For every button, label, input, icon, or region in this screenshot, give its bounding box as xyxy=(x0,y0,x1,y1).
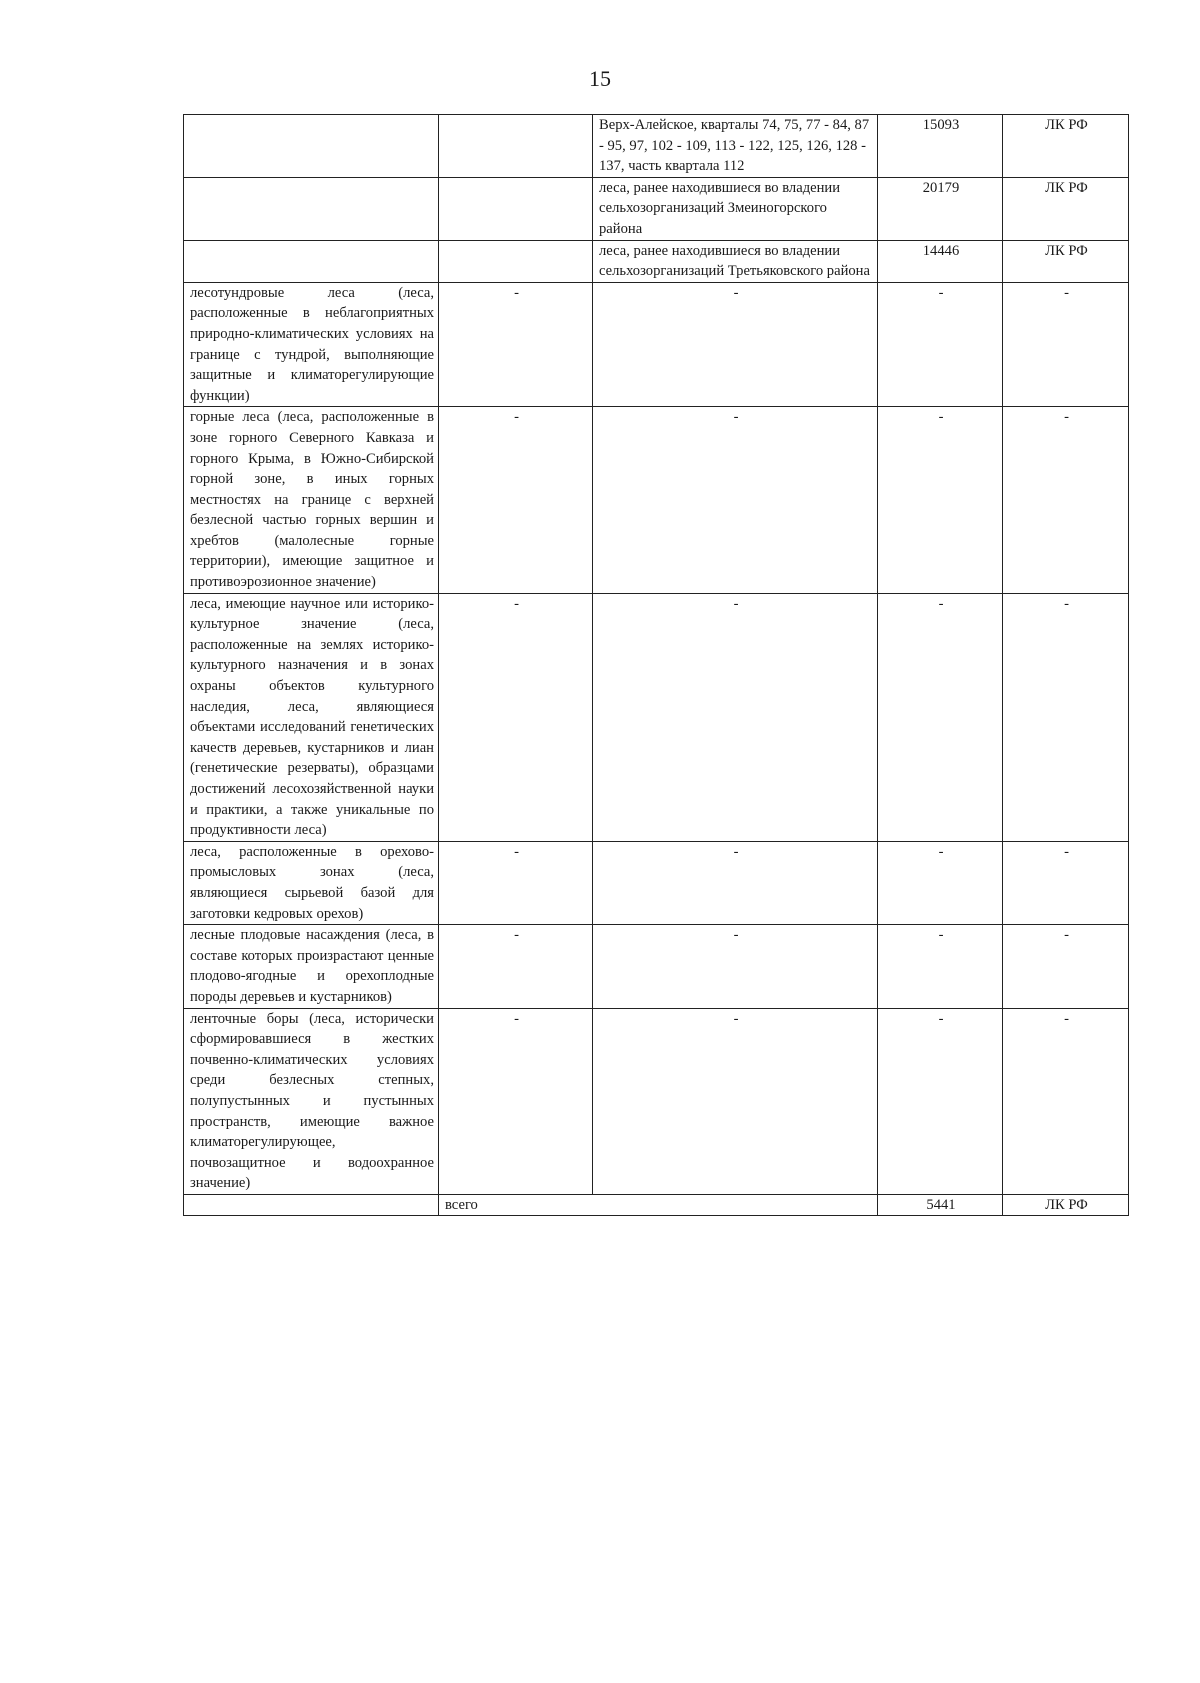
dash-cell: - xyxy=(593,282,878,407)
dash-cell: - xyxy=(593,1008,878,1194)
category-cell: лесные плодовые насаждения (леса, в составе которых произрастают ценные плодово-ягодные и орехоплодные породы деревьев и кустарников) xyxy=(184,925,439,1008)
dash-cell: - xyxy=(878,1008,1003,1194)
dash-cell: - xyxy=(439,593,593,841)
empty-cell xyxy=(439,177,593,240)
dash-cell: - xyxy=(439,925,593,1008)
empty-cell xyxy=(184,177,439,240)
table-row xyxy=(184,925,1129,1008)
dash-cell: - xyxy=(593,407,878,593)
empty-cell xyxy=(184,115,439,178)
table-row xyxy=(184,841,1129,924)
dash-cell: - xyxy=(439,407,593,593)
empty-cell xyxy=(439,115,593,178)
dash-cell: - xyxy=(878,282,1003,407)
location-cell: Верх-Алейское, кварталы 74, 75, 77 - 84, 87 - 95, 97, 102 - 109, 113 - 122, 125, 126, 128 - 137, часть квартала 112 xyxy=(593,115,878,178)
dash-cell: - xyxy=(439,282,593,407)
dash-cell: - xyxy=(1003,593,1129,841)
dash-cell: - xyxy=(593,841,878,924)
area-cell: 15093 xyxy=(878,115,1003,178)
table-row xyxy=(184,407,1129,593)
total-area: 5441 xyxy=(878,1194,1003,1216)
dash-cell: - xyxy=(593,593,878,841)
total-row xyxy=(184,1194,1129,1216)
category-cell: лесотундровые леса (леса, расположенные в неблагоприятных природно-климатических условиях на границе с тундрой, выполняющие защитные и климаторегулирующие функции) xyxy=(184,282,439,407)
table-row xyxy=(184,593,1129,841)
area-cell: 14446 xyxy=(878,240,1003,282)
total-basis: ЛК РФ xyxy=(1003,1194,1129,1216)
basis-cell: ЛК РФ xyxy=(1003,240,1129,282)
location-cell: леса, ранее находившиеся во владении сельхозорганизаций Змеиногорского района xyxy=(593,177,878,240)
page-number: 15 xyxy=(589,66,611,91)
table-row xyxy=(184,240,1129,282)
dash-cell: - xyxy=(1003,282,1129,407)
empty-cell xyxy=(439,240,593,282)
dash-cell: - xyxy=(439,1008,593,1194)
dash-cell: - xyxy=(878,407,1003,593)
basis-cell: ЛК РФ xyxy=(1003,115,1129,178)
dash-cell: - xyxy=(878,841,1003,924)
forest-table xyxy=(183,114,1129,1216)
dash-cell: - xyxy=(878,925,1003,1008)
location-cell: леса, ранее находившиеся во владении сельхозорганизаций Третьяковского района xyxy=(593,240,878,282)
empty-cell xyxy=(184,1194,439,1216)
dash-cell: - xyxy=(1003,925,1129,1008)
category-cell: ленточные боры (леса, исторически сформировавшиеся в жестких почвенно-климатических условиях среди безлесных степных, полупустынных и пустынных пространств, имеющие важное климаторегулирующее, почвозащитное и водоохранное значение) xyxy=(184,1008,439,1194)
category-cell: леса, расположенные в орехово-промысловых зонах (леса, являющиеся сырьевой базой для заготовки кедровых орехов) xyxy=(184,841,439,924)
table-row xyxy=(184,1008,1129,1194)
category-cell: леса, имеющие научное или историко-культурное значение (леса, расположенные на землях историко-культурного назначения и в зонах охраны объектов культурного наследия, леса, являющиеся объектами исследований генетических качеств деревьев, кустарников и лиан (генетические резерваты), образцами достижений лесохозяйственной науки и практики, а также уникальные по продуктивности леса) xyxy=(184,593,439,841)
basis-cell: ЛК РФ xyxy=(1003,177,1129,240)
category-cell: горные леса (леса, расположенные в зоне горного Северного Кавказа и горного Крыма, в Южно-Сибирской горной зоне, в иных горных местностях на границе с верхней безлесной частью горных вершин и хребтов (малолесные горные территории), имеющие защитное и противоэрозионное значение) xyxy=(184,407,439,593)
dash-cell: - xyxy=(593,925,878,1008)
empty-cell xyxy=(184,240,439,282)
dash-cell: - xyxy=(1003,841,1129,924)
table-row xyxy=(184,115,1129,178)
area-cell: 20179 xyxy=(878,177,1003,240)
dash-cell: - xyxy=(1003,407,1129,593)
table-row xyxy=(184,282,1129,407)
dash-cell: - xyxy=(878,593,1003,841)
dash-cell: - xyxy=(439,841,593,924)
table-row xyxy=(184,177,1129,240)
total-label: всего xyxy=(439,1194,878,1216)
dash-cell: - xyxy=(1003,1008,1129,1194)
